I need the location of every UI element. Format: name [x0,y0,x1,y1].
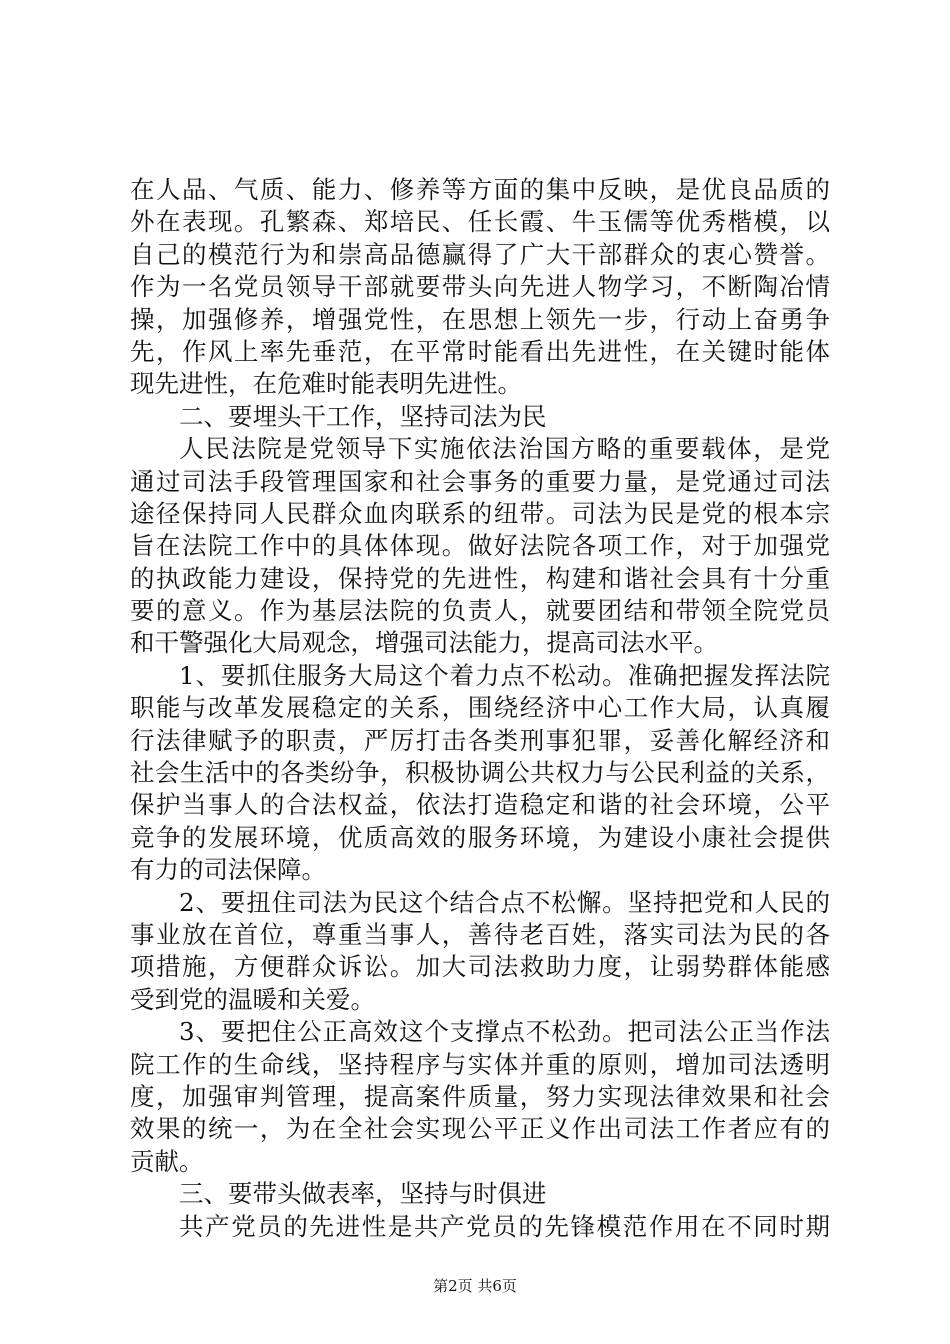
text-line: 操，加强修养，增强党性，在思想上领先一步，行动上奋勇争 [130,304,830,334]
text-line: 贡献。 [130,1146,204,1176]
text-line: 途径保持同人民群众血肉联系的纽带。司法为民是党的根本宗 [130,498,830,528]
text-line: 和干警强化大局观念，增强司法能力，提高司法水平。 [130,628,718,658]
text-line: 三、要带头做表率，坚持与时俱进 [179,1179,547,1209]
text-line: 先，作风上率先垂范，在平常时能看出先进性，在关键时能体 [130,336,830,366]
text-line: 作为一名党员领导干部就要带头向先进人物学习，不断陶冶情 [130,272,830,302]
text-line: 2、要扭住司法为民这个结合点不松懈。坚持把党和人民的 [179,887,830,917]
text-line: 自己的模范行为和崇高品德赢得了广大干部群众的衷心赞誉。 [130,239,830,269]
text-line: 事业放在首位，尊重当事人，善待老百姓，落实司法为民的各 [130,919,830,949]
text-line: 院工作的生命线，坚持程序与实体并重的原则，增加司法透明 [130,1049,830,1079]
text-line: 外在表现。孔繁森、郑培民、任长霞、牛玉儒等优秀楷模，以 [130,207,830,237]
text-line: 要的意义。作为基层法院的负责人，就要团结和带领全院党员 [130,596,830,626]
text-line: 度，加强审判管理，提高案件质量，努力实现法律效果和社会 [130,1081,830,1111]
text-line: 旨在法院工作中的具体体现。做好法院各项工作，对于加强党 [130,531,830,561]
text-line: 项措施，方便群众诉讼。加大司法救助力度，让弱势群体能感 [130,952,830,982]
text-line: 通过司法手段管理国家和社会事务的重要力量，是党通过司法 [130,466,830,496]
text-line: 人民法院是党领导下实施依法治国方略的重要载体，是党 [179,434,830,464]
text-line: 的执政能力建设，保持党的先进性，构建和谐社会具有十分重 [130,563,830,593]
text-line: 竞争的发展环境，优质高效的服务环境，为建设小康社会提供 [130,822,830,852]
text-line: 共产党员的先进性是共产党员的先锋模范作用在不同时期 [179,1211,830,1241]
document-body [130,174,830,1243]
text-line: 二、要埋头干工作，坚持司法为民 [179,401,547,431]
text-line: 行法律赋予的职责，严厉打击各类刑事犯罪，妥善化解经济和 [130,725,830,755]
text-line: 职能与改革发展稳定的关系，围绕经济中心工作大局，认真履 [130,693,830,723]
text-line: 有力的司法保障。 [130,855,326,885]
text-line: 社会生活中的各类纷争，积极协调公共权力与公民利益的关系， [130,758,830,788]
text-line: 在人品、气质、能力、修养等方面的集中反映，是优良品质的 [130,175,830,204]
text-line: 1、要抓住服务大局这个着力点不松动。准确把握发挥法院 [179,660,830,690]
text-line: 现先进性，在危难时能表明先进性。 [130,369,522,399]
page-footer: 第2页 共6页 [433,1277,517,1295]
text-line: 受到党的温暖和关爱。 [130,984,375,1014]
text-line: 效果的统一，为在全社会实现公平正义作出司法工作者应有的 [130,1114,830,1144]
text-line: 保护当事人的合法权益，依法打造稳定和谐的社会环境，公平 [130,790,830,820]
text-line: 3、要把住公正高效这个支撑点不松劲。把司法公正当作法 [179,1017,830,1047]
